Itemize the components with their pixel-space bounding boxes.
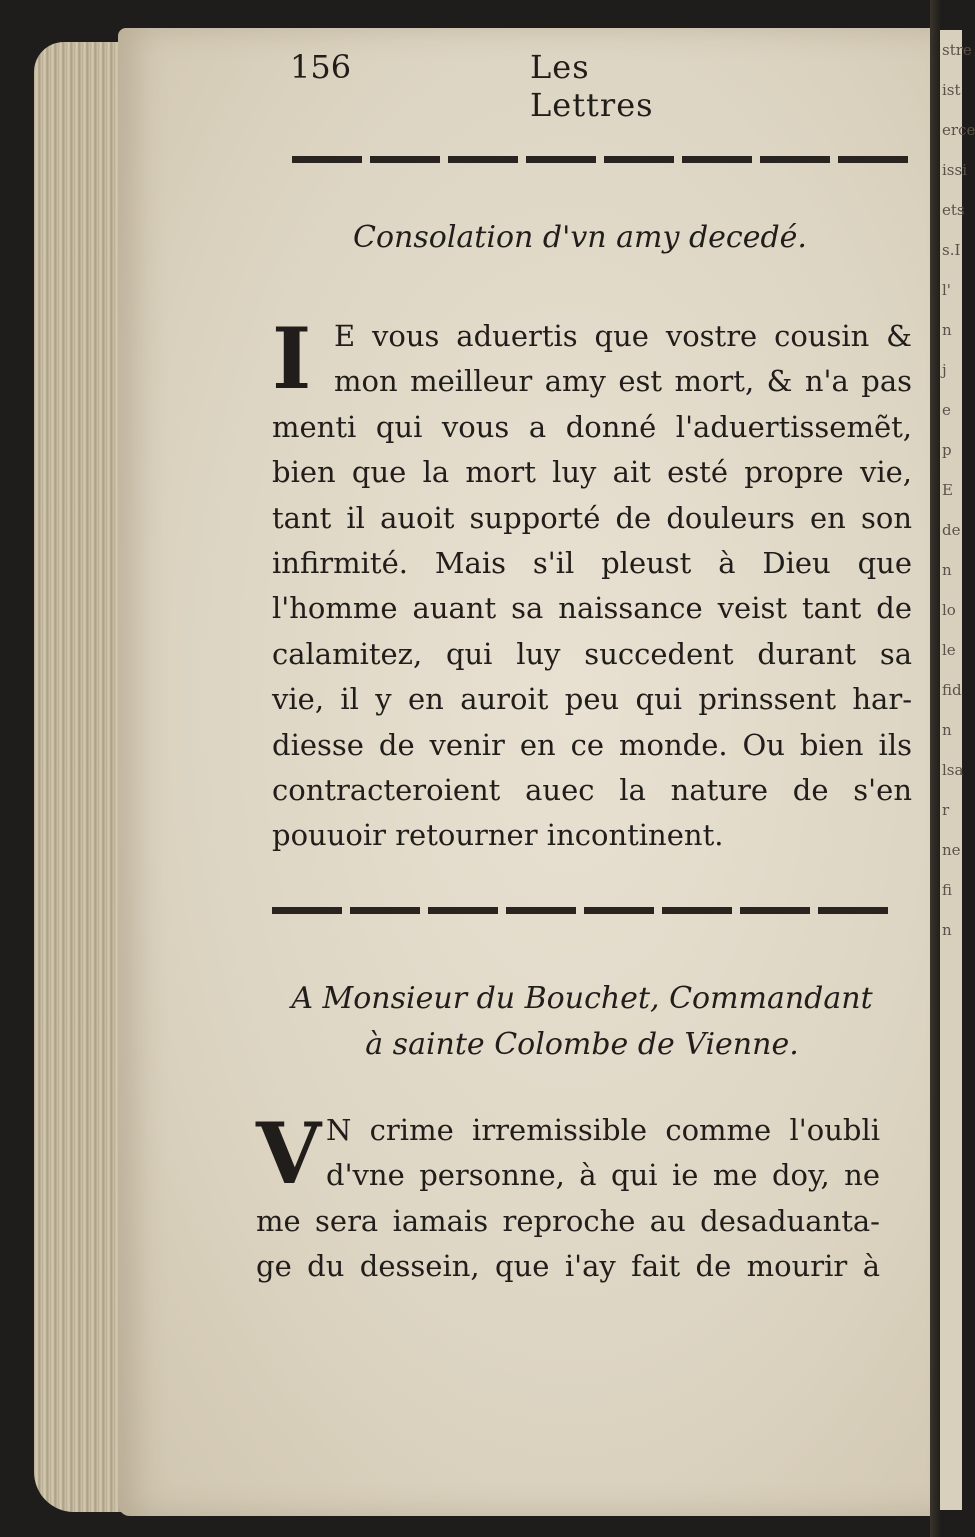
page-number: 156 [290, 48, 352, 86]
text-line: diesse de venir en ce monde. Ou bien ils [272, 727, 912, 762]
ornamental-rule-middle [272, 907, 892, 914]
text-line: mon meilleur amy est mort, & n'a pas [334, 364, 912, 399]
letter-title-bouchet [282, 976, 882, 1068]
facing-page-fragment: issi [942, 161, 967, 179]
facing-page-fragment: ets [942, 201, 965, 219]
letter-body-consolation [272, 309, 912, 859]
facing-page-fragment: ne [942, 841, 961, 859]
letter-title-line-1: A Monsieur du Bouchet, Commandant [291, 981, 873, 1016]
facing-page-fragment: E [942, 481, 953, 499]
facing-page-fragment: r [942, 801, 950, 819]
facing-page-fragment: e [942, 401, 951, 419]
facing-page-fragment: n [942, 321, 952, 339]
facing-page-fragment: lsa [942, 761, 964, 779]
text-line: me sera iamais reproche au desaduanta- [256, 1203, 880, 1238]
facing-page-fragment: ist [942, 81, 961, 99]
facing-page-fragment: fi [942, 881, 953, 899]
facing-page-fragment: stre [942, 41, 972, 59]
facing-page-fragment: n [942, 721, 952, 739]
text-line: vie, il y en auroit peu qui prinssent har- [272, 682, 912, 717]
facing-page-fragment: n [942, 561, 952, 579]
running-head: Les Lettres [530, 48, 654, 124]
text-line: pouuoir retourner incontinent. [272, 818, 724, 853]
drop-cap-i: I [272, 309, 312, 408]
text-line: N crime irremissible comme l'oubli [326, 1113, 880, 1147]
letter-body-bouchet [256, 1104, 880, 1290]
ornamental-rule-top [292, 156, 914, 163]
facing-page-fragment: le [942, 641, 956, 659]
text-line: E vous aduertis que vostre cousin & [334, 319, 912, 353]
text-line: contracteroient auec la nature de s'en [272, 773, 912, 808]
text-line: d'vne personne, à qui ie me doy, ne [326, 1158, 880, 1193]
letter-title-consolation: Consolation d'vn amy decedé. [353, 220, 807, 255]
text-line: infirmité. Mais s'il pleust à Dieu que [272, 546, 912, 581]
text-line: tant il auoit supporté de douleurs en son [272, 500, 912, 535]
facing-page-fragment: p [942, 441, 952, 459]
text-line: bien que la mort luy ait esté propre vie, [272, 455, 912, 490]
facing-page-fragment: l' [942, 281, 951, 299]
facing-page-fragment: n [942, 921, 952, 939]
facing-page-fragment: erce [942, 121, 975, 139]
text-line: calamitez, qui luy succedent durant sa [272, 636, 912, 671]
facing-page-fragment: s.I [942, 241, 961, 259]
text-line: menti qui vous a donné l'aduertissemẽt, [272, 409, 912, 444]
drop-cap-v: V [256, 1104, 322, 1203]
facing-page-fragment: j [942, 361, 947, 379]
facing-page-fragment: fid [942, 681, 962, 699]
text-line: l'homme auant sa naissance veist tant de [272, 591, 912, 626]
facing-page-fragment: lo [942, 601, 956, 619]
text-line: ge du dessein, que i'ay fait de mourir à [256, 1249, 880, 1284]
letter-title-line-2: à sainte Colombe de Vienne. [365, 1027, 799, 1062]
facing-page-fragment: de [942, 521, 961, 539]
page-header [290, 48, 710, 124]
facing-page-edge [940, 30, 975, 1510]
